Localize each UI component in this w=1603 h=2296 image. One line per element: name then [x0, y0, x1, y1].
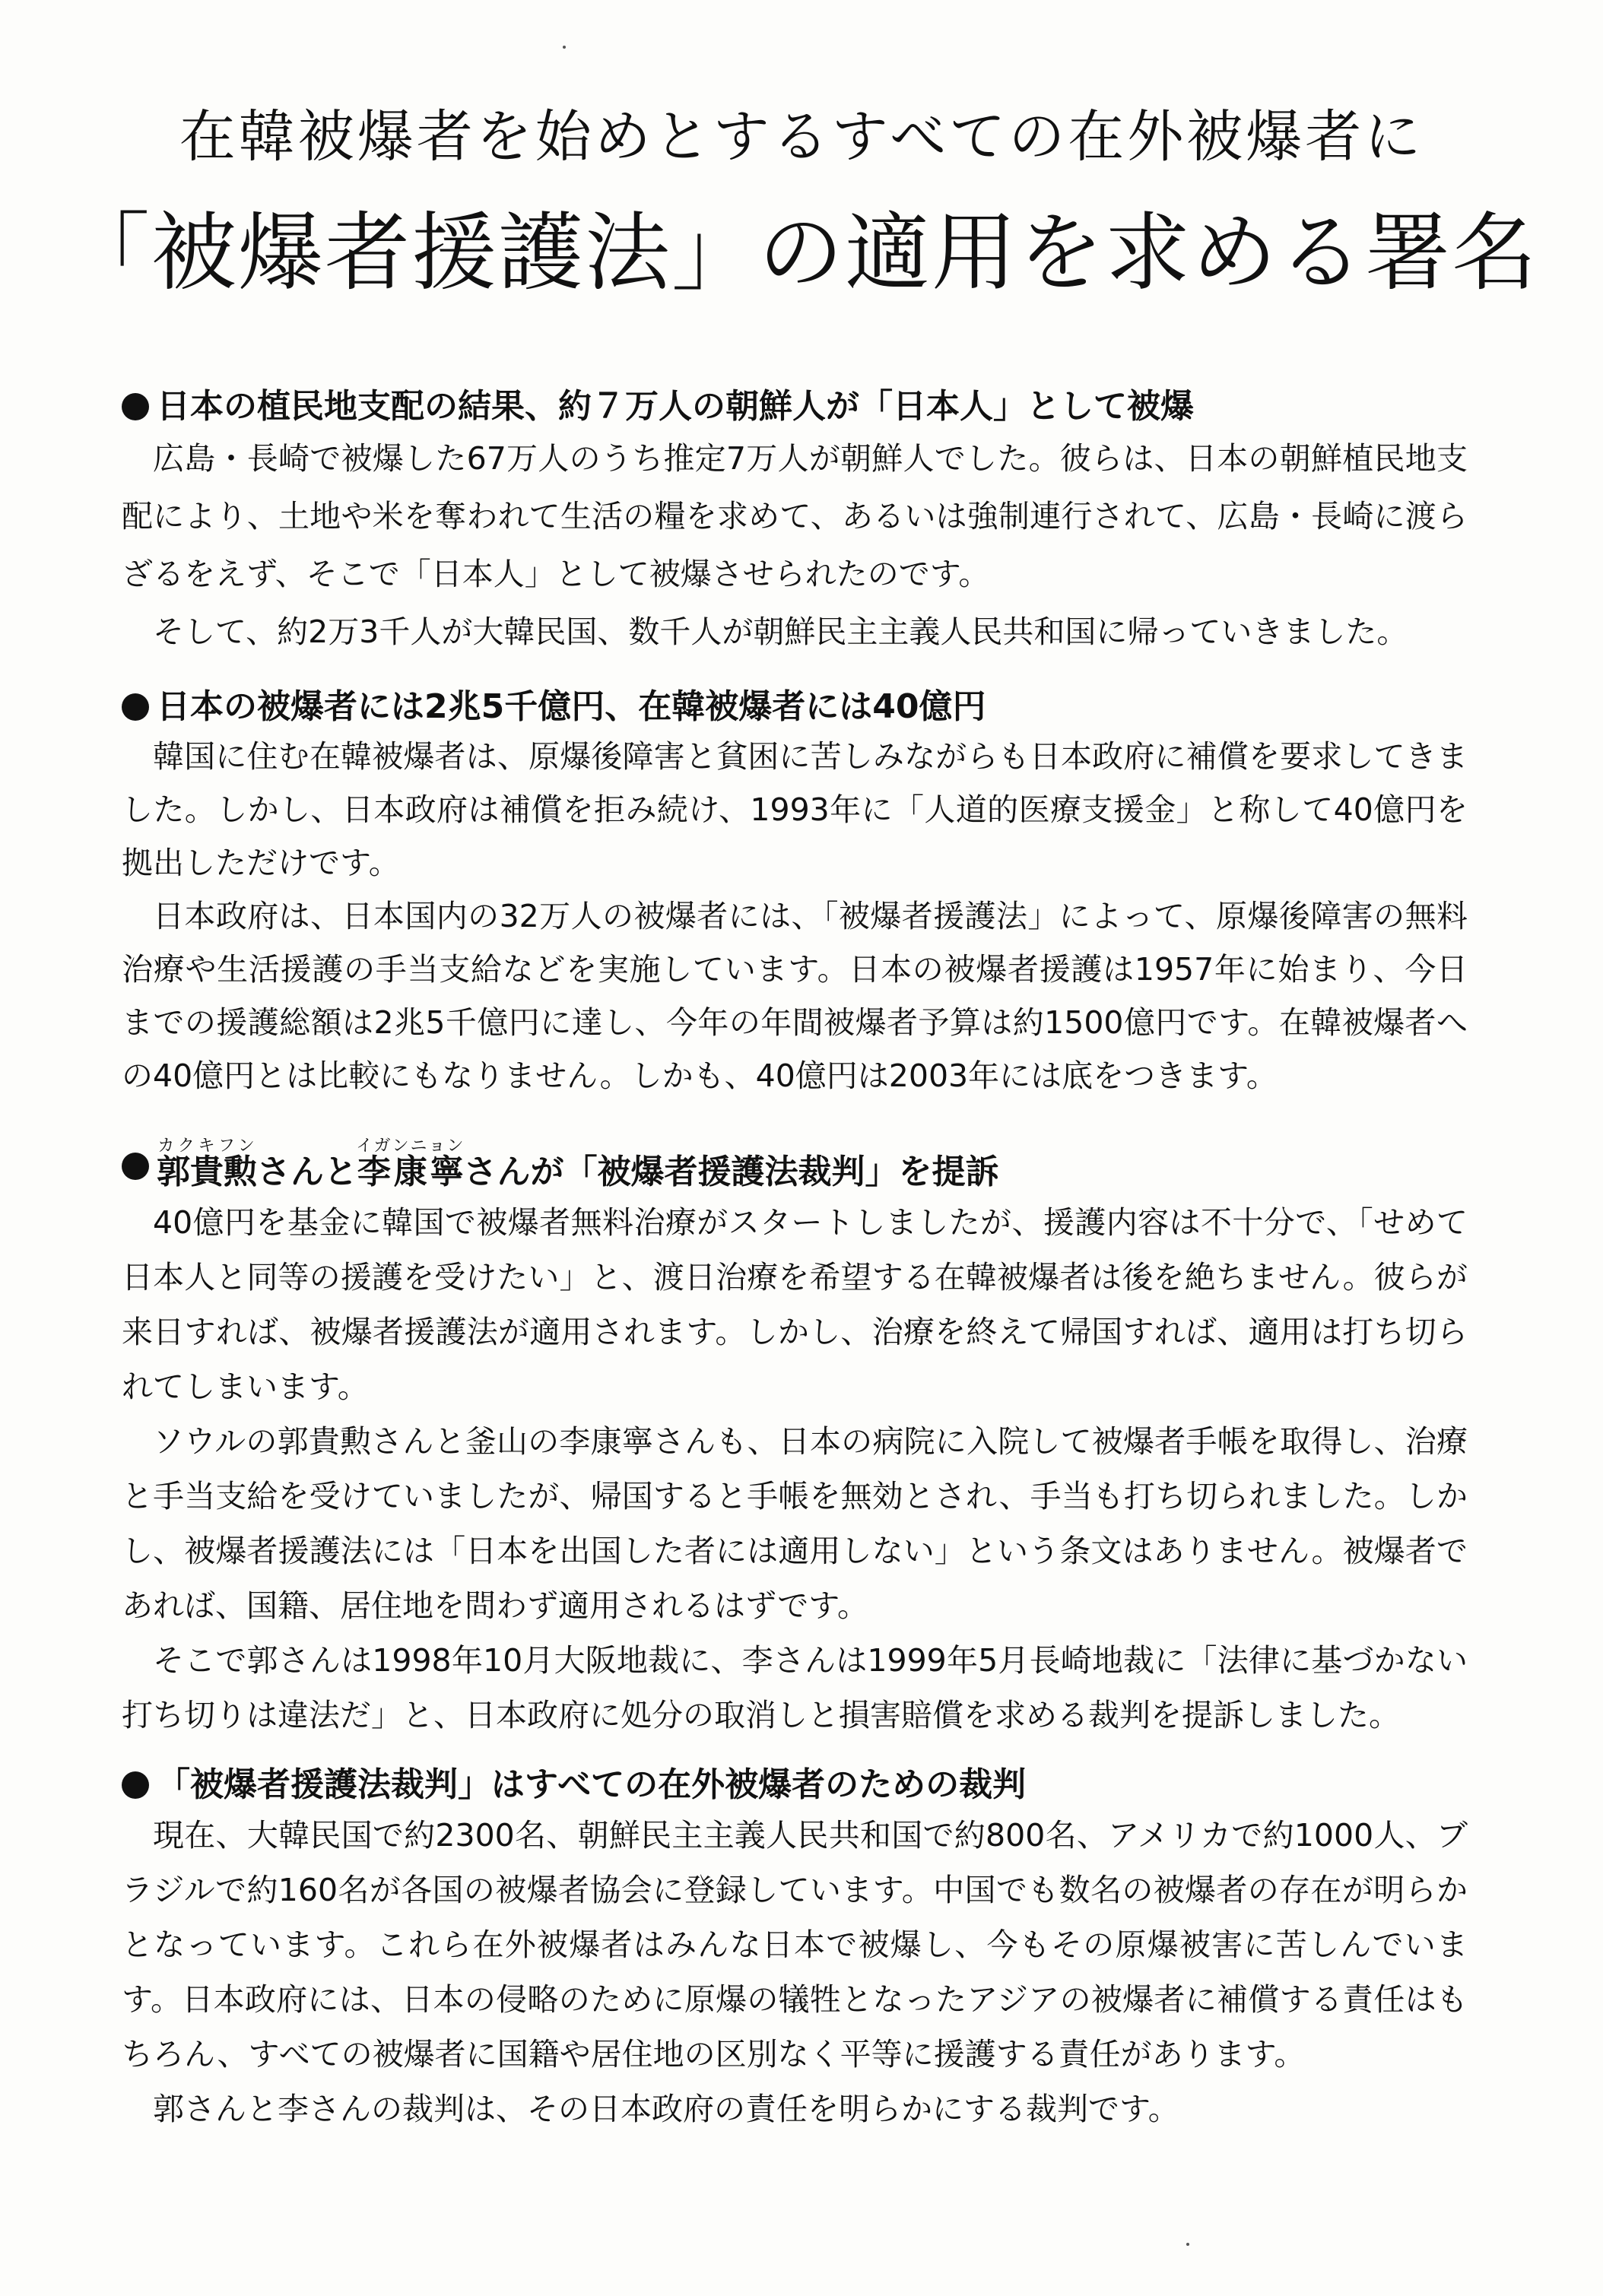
- section-heading: [122, 384, 1468, 430]
- scan-speck: [563, 46, 566, 49]
- section-heading: [122, 1762, 1468, 1808]
- bullet-icon: [122, 1153, 149, 1180]
- section-heading-text: 「被爆者援護法裁判」はすべての在外被爆者のための裁判: [157, 1765, 1027, 1804]
- bullet-icon: [122, 393, 149, 420]
- section-heading: [122, 1137, 1468, 1195]
- name-ruby-lee: [356, 1137, 465, 1191]
- section-budget-comparison: [122, 684, 1468, 1102]
- paragraph: 40億円を基金に韓国で被爆者無料治療がスタートしましたが、援護内容は不十分で、「せめて日本人と同等の援護を受けたい」と、渡日治療を希望する在韓被爆者は後を絶ちません。彼らが来日すれば、被爆者援護法が適用されます。しかし、治療を終えて帰国すれば、適用は打ち切られてしまいます。: [122, 1204, 1468, 1405]
- bullet-icon: [122, 1771, 149, 1799]
- paragraph: 日本政府は、日本国内の32万人の被爆者には、「被爆者援護法」によって、原爆後障害の無料治療や生活援護の手当支給などを実施しています。日本の被爆者援護は1957年に始まり、今日までの援護総額は2兆5千億円に達し、今年の年間被爆者予算は約1500億円です。在韓被爆者への40億円とは比較にもなりません。しかも、40億円は2003年には底をつきます。: [122, 898, 1468, 1094]
- paragraph: 広島・長崎で被爆した67万人のうち推定7万人が朝鮮人でした。彼らは、日本の朝鮮植民地支配により、土地や米を奪われて生活の糧を求めて、あるいは強制連行されて、広島・長崎に渡らざるをえず、そこで「日本人」として被爆させられたのです。: [122, 440, 1468, 592]
- name-kwak: 郭貴勲: [157, 1153, 257, 1191]
- paragraph: 韓国に住む在韓被爆者は、原爆後障害と貧困に苦しみながらも日本政府に補償を要求してきました。しかし、日本政府は補償を拒み続け、1993年に「人道的医療支援金」と称して40億円を拠出しただけです。: [122, 738, 1468, 881]
- paragraph: 郭さんと李さんの裁判は、その日本政府の責任を明らかにする裁判です。: [153, 2091, 1179, 2127]
- name-ruby-kwak: [157, 1137, 257, 1191]
- scan-speck: [1186, 2243, 1189, 2246]
- name-lee: 李康寧: [356, 1153, 465, 1191]
- heading-mid: さんと: [257, 1153, 357, 1191]
- paragraph: ソウルの郭貴勲さんと釜山の李康寧さんも、日本の病院に入院して被爆者手帳を取得し、治療と手当支給を受けていましたが、帰国すると手帳を無効とされ、手当も打ち切られました。しかし、被爆者援護法には「日本を出国した者には適用しない」という条文はありません。被爆者であれば、国籍、居住地を問わず適用されるはずです。: [122, 1423, 1468, 1624]
- section-colonial-rule: [122, 384, 1468, 661]
- paragraph: そこで郭さんは1998年10月大阪地裁に、李さんは1999年5月長崎地裁に「法律に基づかない打ち切りは違法だ」と、日本政府に処分の取消しと損害賠償を求める裁判を提訴しました。: [122, 1642, 1468, 1733]
- reading-kwak: カクキフン: [157, 1137, 257, 1156]
- paragraph: そして、約2万3千人が大韓民国、数千人が朝鮮民主主義人民共和国に帰っていきました。: [153, 614, 1408, 650]
- section-overseas-survivors: [122, 1762, 1468, 2136]
- section-heading-text: [157, 1137, 999, 1195]
- section-heading: [122, 684, 1468, 730]
- reading-lee: イガンニョン: [356, 1137, 465, 1156]
- paragraph: 現在、大韓民国で約2300名、朝鮮民主主義人民共和国で約800名、アメリカで約1000人、ブラジルで約160名が各国の被爆者協会に登録しています。中国でも数名の被爆者の存在が明らかとなっています。これら在外被爆者はみんな日本で被爆し、今もその原爆被害に苦しんでいます。日本政府には、日本の侵略のために原爆の犠牲となったアジアの被爆者に補償する責任はもちろん、すべての被爆者に国籍や居住地の区別なく平等に援護する責任があります。: [122, 1817, 1468, 2072]
- section-lawsuit: [122, 1137, 1468, 1743]
- bullet-icon: [122, 693, 149, 721]
- section-heading-text: 日本の被爆者には2兆5千億円、在韓被爆者には40億円: [157, 687, 986, 726]
- title-line-2: 「被爆者援護法」の適用を求める署名: [65, 204, 1538, 303]
- section-heading-text: 日本の植民地支配の結果、約７万人の朝鮮人が「日本人」として被爆: [157, 387, 1194, 426]
- title-line-1: 在韓被爆者を始めとするすべての在外被爆者に: [179, 104, 1424, 170]
- heading-rest: さんが「被爆者援護法裁判」を提訴: [463, 1153, 999, 1191]
